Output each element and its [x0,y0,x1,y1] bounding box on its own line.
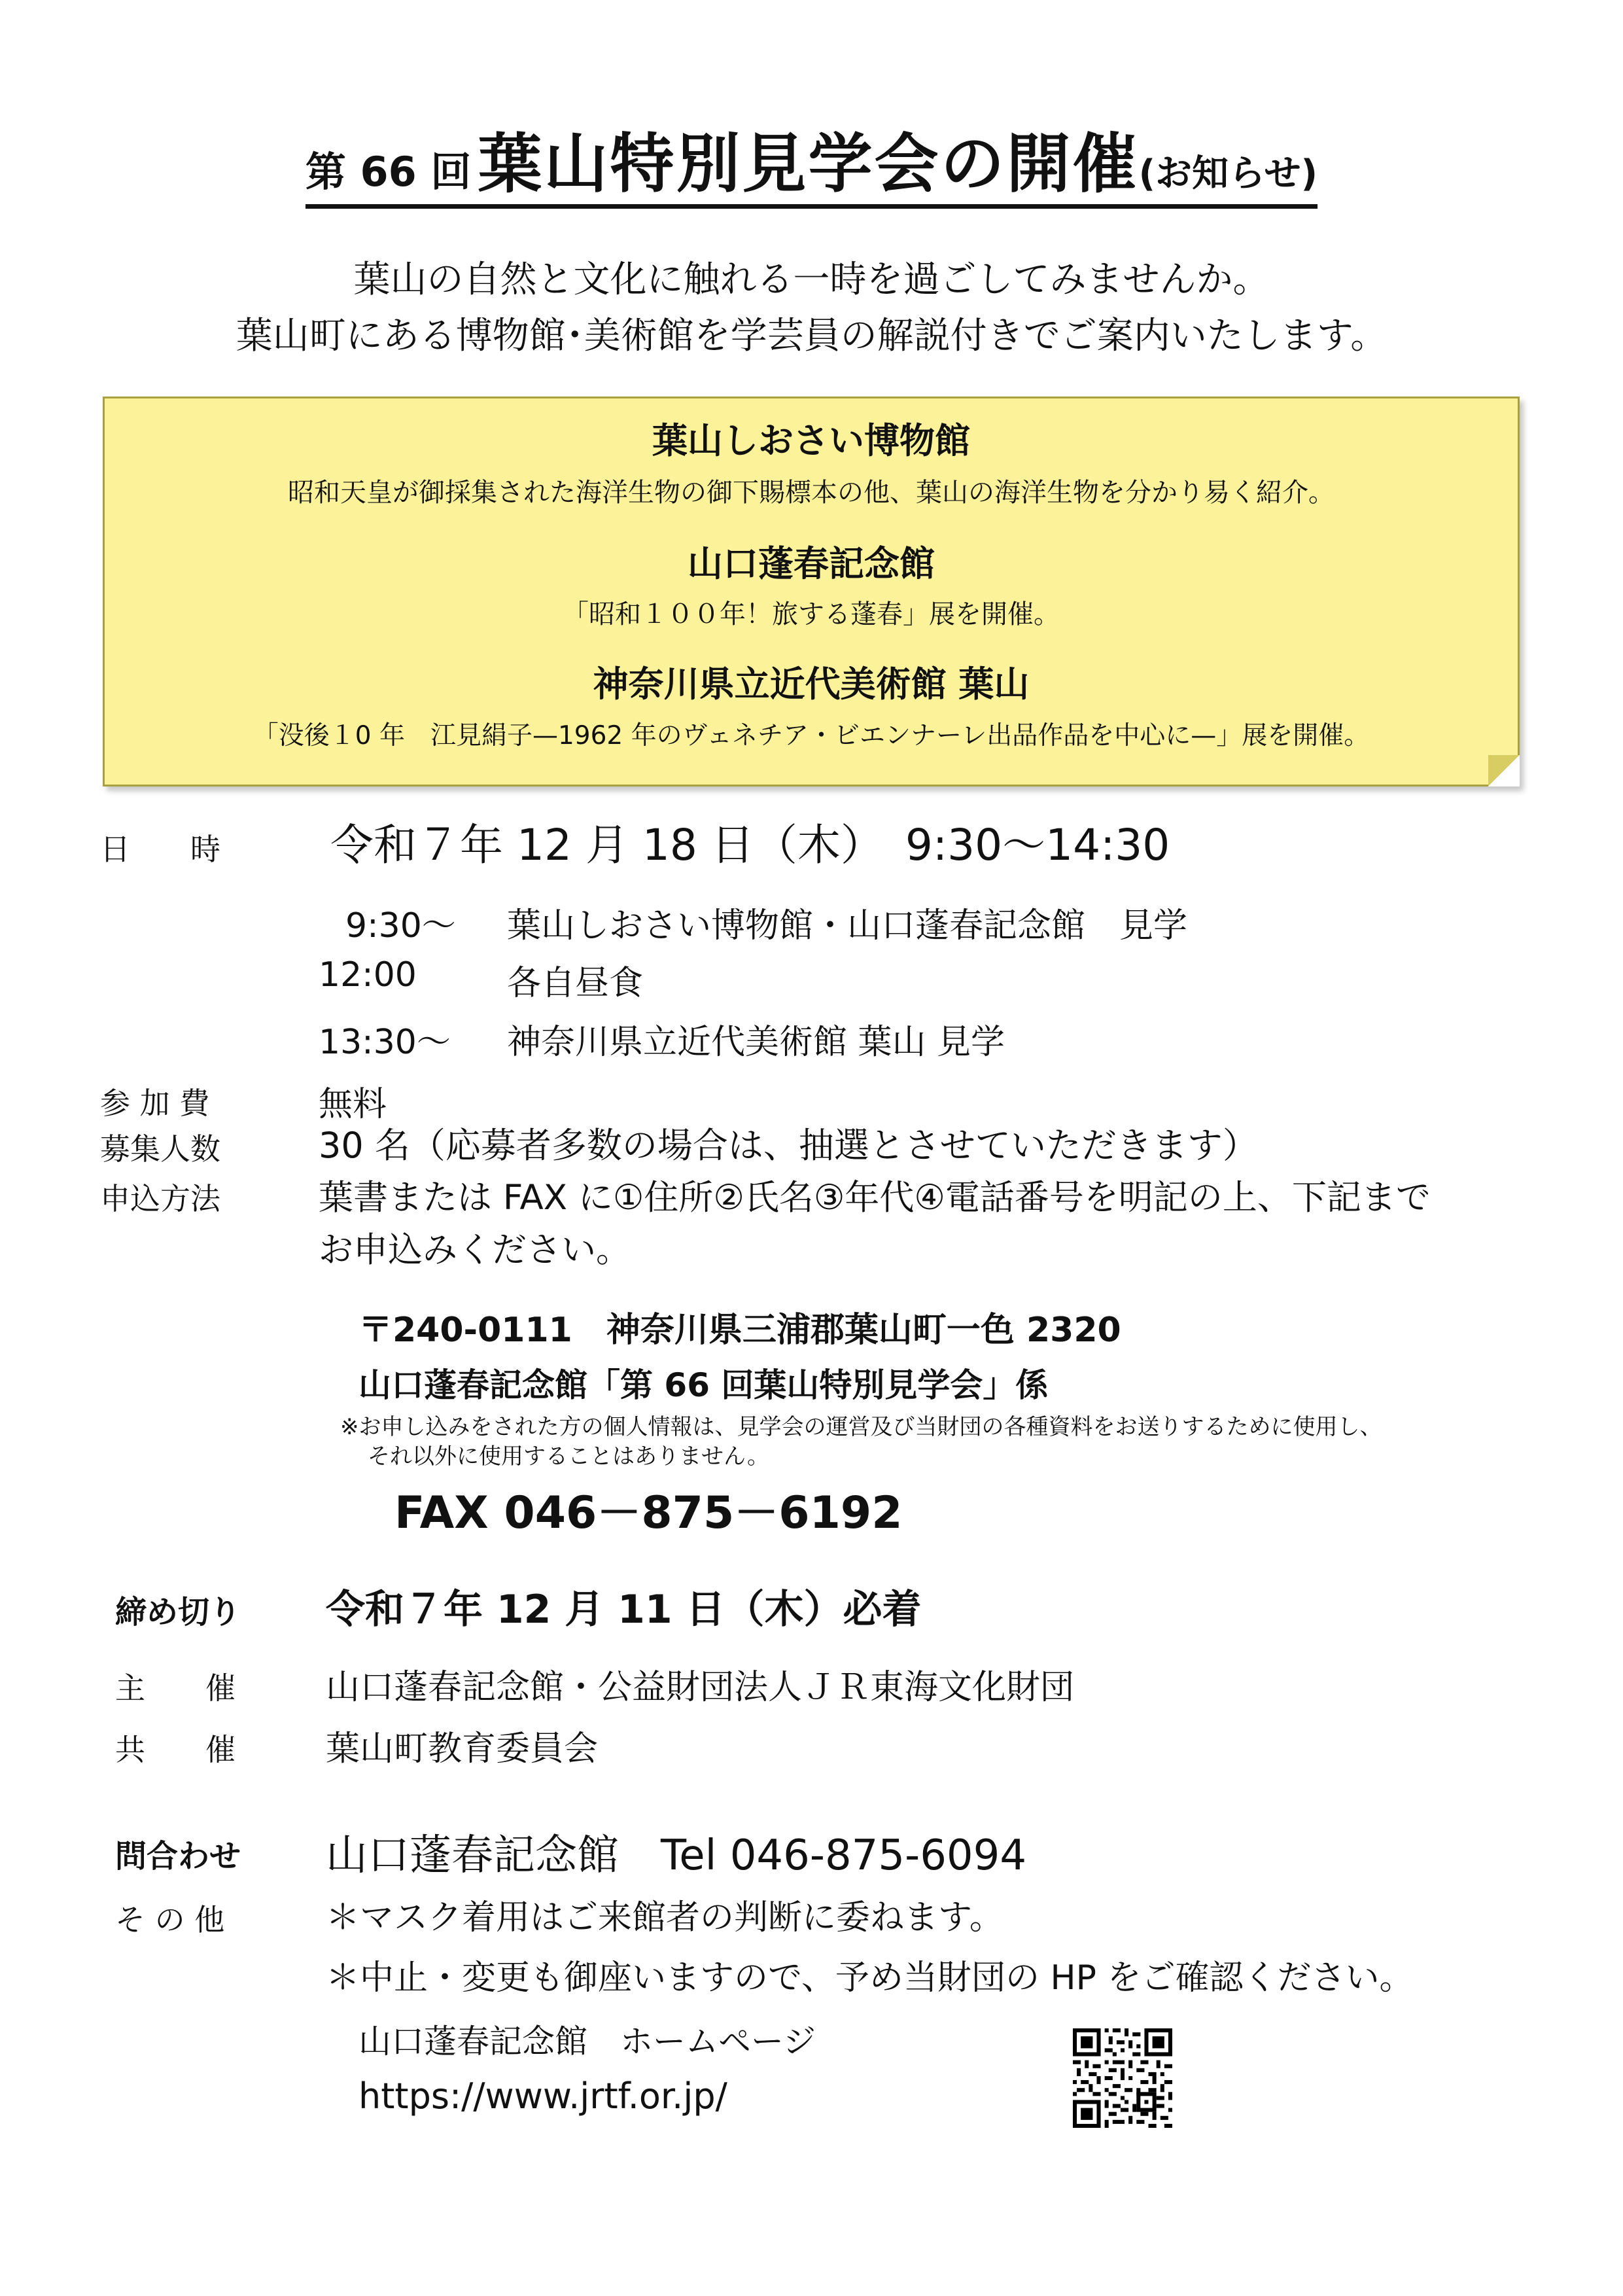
homepage-label: 山口蓬春記念館 ホームページ [358,2022,816,2060]
cosponsor-label: 共 催 [115,1732,236,1767]
apply-label: 申込方法 [100,1181,220,1216]
other-line-1: ＊マスク着用はご来館者の判断に委ねます。 [326,1898,1003,1937]
organizer-value: 山口蓬春記念館・公益財団法人ＪＲ東海文化財団 [326,1668,1075,1707]
schedule-text-2: 各自昼食 [507,964,644,1003]
venue-1-desc: 昭和天皇が御採集された海洋生物の御下賜標本の他、葉山の海洋生物を分かり易く紹介。 [288,478,1335,508]
page-title [305,128,1318,209]
intro-line-2: 葉山町にある博物館･美術館を学芸員の解説付きでご案内いたします。 [236,315,1387,357]
contact-label: 問合わせ [115,1838,241,1875]
privacy-note-1: ※お申し込みをされた方の個人情報は、見学会の運営及び当財団の各種資料をお送りするために使用し、 [340,1414,1382,1440]
postal-address: 〒240-0111 神奈川県三浦郡葉山町一色 2320 [358,1311,1121,1350]
datetime-label: 日 時 [100,832,220,867]
title-main: 葉山特別見学会の開催 [478,127,1139,202]
schedule-time-1: 9:30～ [345,906,456,945]
page-curl-icon [1488,755,1520,786]
venue-2-name: 山口蓬春記念館 [688,543,935,584]
schedule-text-3: 神奈川県立近代美術館 葉山 見学 [507,1023,1005,1062]
recipient: 山口蓬春記念館「第 66 回葉山特別見学会」係 [358,1366,1049,1404]
fee-label: 参 加 費 [100,1086,210,1121]
venue-2-desc: 「昭和１００年！旅する蓬春」展を開催。 [563,599,1060,629]
capacity-label: 募集人数 [100,1131,220,1167]
apply-line-2: お申込みください。 [319,1230,631,1270]
other-label: そ の 他 [115,1902,225,1937]
intro-line-1: 葉山の自然と文化に触れる一時を過ごしてみませんか。 [353,258,1270,301]
organizer-label: 主 催 [115,1670,236,1706]
fee-value: 無料 [319,1085,387,1124]
cosponsor-value: 葉山町教育委員会 [326,1729,599,1769]
fax-number: FAX 046－875－6192 [394,1487,903,1539]
venues-note [103,397,1520,786]
datetime-value: 令和７年 12 月 18 日（木） 9:30～14:30 [330,820,1170,870]
deadline-value: 令和７年 12 月 11 日（木）必着 [326,1587,922,1633]
apply-line-1: 葉書または FAX に①住所②氏名③年代④電話番号を明記の上、下記まで [319,1178,1431,1218]
venue-3-desc: 「没後１0 年 江見絹子—1962 年のヴェネチア・ビエンナーレ出品作品を中心に—」展を開催。 [253,721,1370,751]
contact-value: 山口蓬春記念館 Tel 046-875-6094 [326,1831,1027,1880]
title-block [0,128,1623,209]
schedule-time-3: 13:30～ [319,1023,451,1062]
deadline-label: 締め切り [115,1594,241,1631]
capacity-value: 30 名（応募者多数の場合は、抽選とさせていただきます） [319,1125,1258,1166]
schedule-text-1: 葉山しおさい博物館・山口蓬春記念館 見学 [507,906,1188,945]
title-number: 第 66 回 [305,148,472,196]
qr-code-icon[interactable] [1073,2028,1172,2128]
title-note: (お知らせ) [1138,152,1318,195]
schedule-time-2: 12:00 [319,955,417,995]
venue-1-name: 葉山しおさい博物館 [652,420,970,461]
homepage-url[interactable]: https://www.jrtf.or.jp/ [358,2075,727,2117]
venue-3-name: 神奈川県立近代美術館 葉山 [593,663,1030,705]
other-line-2: ＊中止・変更も御座いますので、予め当財団の HP をご確認ください。 [326,1958,1414,1998]
privacy-note-2: それ以外に使用することはありません。 [368,1443,770,1470]
